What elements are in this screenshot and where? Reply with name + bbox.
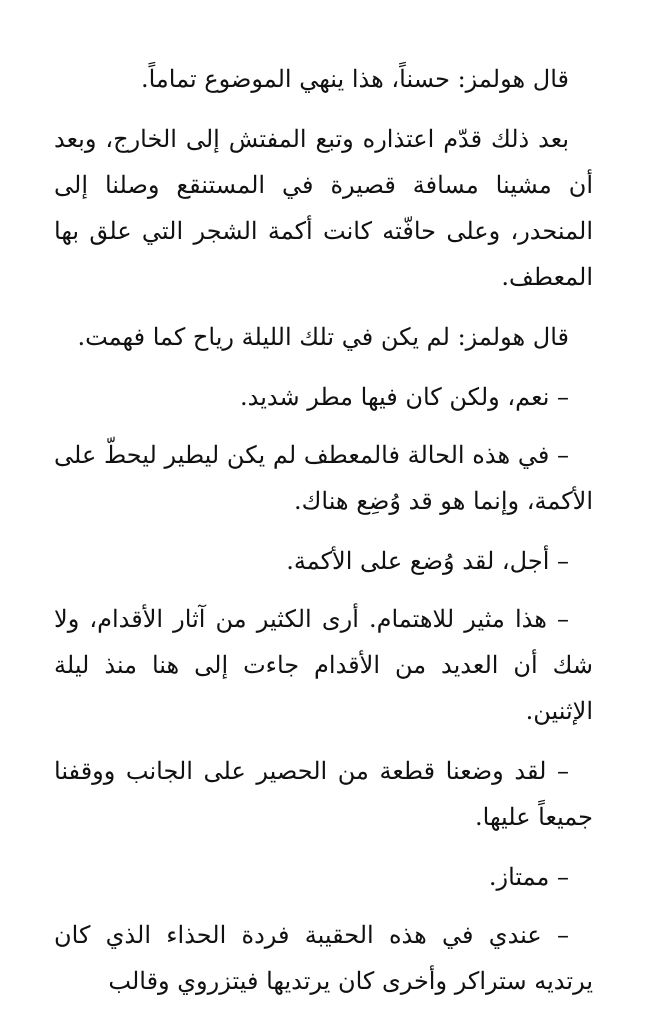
paragraph-3: قال هولمز: لم يكن في تلك الليلة رياح كما فهمت. <box>77 323 569 351</box>
paragraph-10: – عندي في هذه الحقيبة فردة الحذاء الذي كان يرتديه ستراكر وأخرى كان يرتديها فيتزروي وقالب <box>54 921 593 995</box>
paragraph-1: قال هولمز: حسناً، هذا ينهي الموضوع تماماً. <box>140 65 569 93</box>
paragraph-6: – أجل، لقد وُضع على الأكمة. <box>286 547 569 575</box>
paragraph-5: – في هذه الحالة فالمعطف لم يكن ليطير ليحطّ على الأكمة، وإنما هو قد وُضِع هناك. <box>54 441 593 515</box>
paragraph-8: – لقد وضعنا قطعة من الحصير على الجانب ووقفنا جميعاً عليها. <box>54 757 593 831</box>
paragraph-7: – هذا مثير للاهتمام. أرى الكثير من آثار الأقدام، ولا شك أن العديد من الأقدام جاءت إلى هنا منذ ليلة الإثنين. <box>54 605 593 725</box>
paragraph-2: بعد ذلك قدّم اعتذاره وتبع المفتش إلى الخارج، وبعد أن مشينا مسافة قصيرة في المستنقع وصلنا إلى المنحدر، وعلى حافّته كانت أكمة الشجر التي علق بها المعطف. <box>54 125 593 291</box>
book-page <box>54 56 593 1018</box>
paragraph-4: – نعم، ولكن كان فيها مطر شديد. <box>239 383 569 411</box>
paragraph-9: – ممتاز. <box>488 863 569 891</box>
